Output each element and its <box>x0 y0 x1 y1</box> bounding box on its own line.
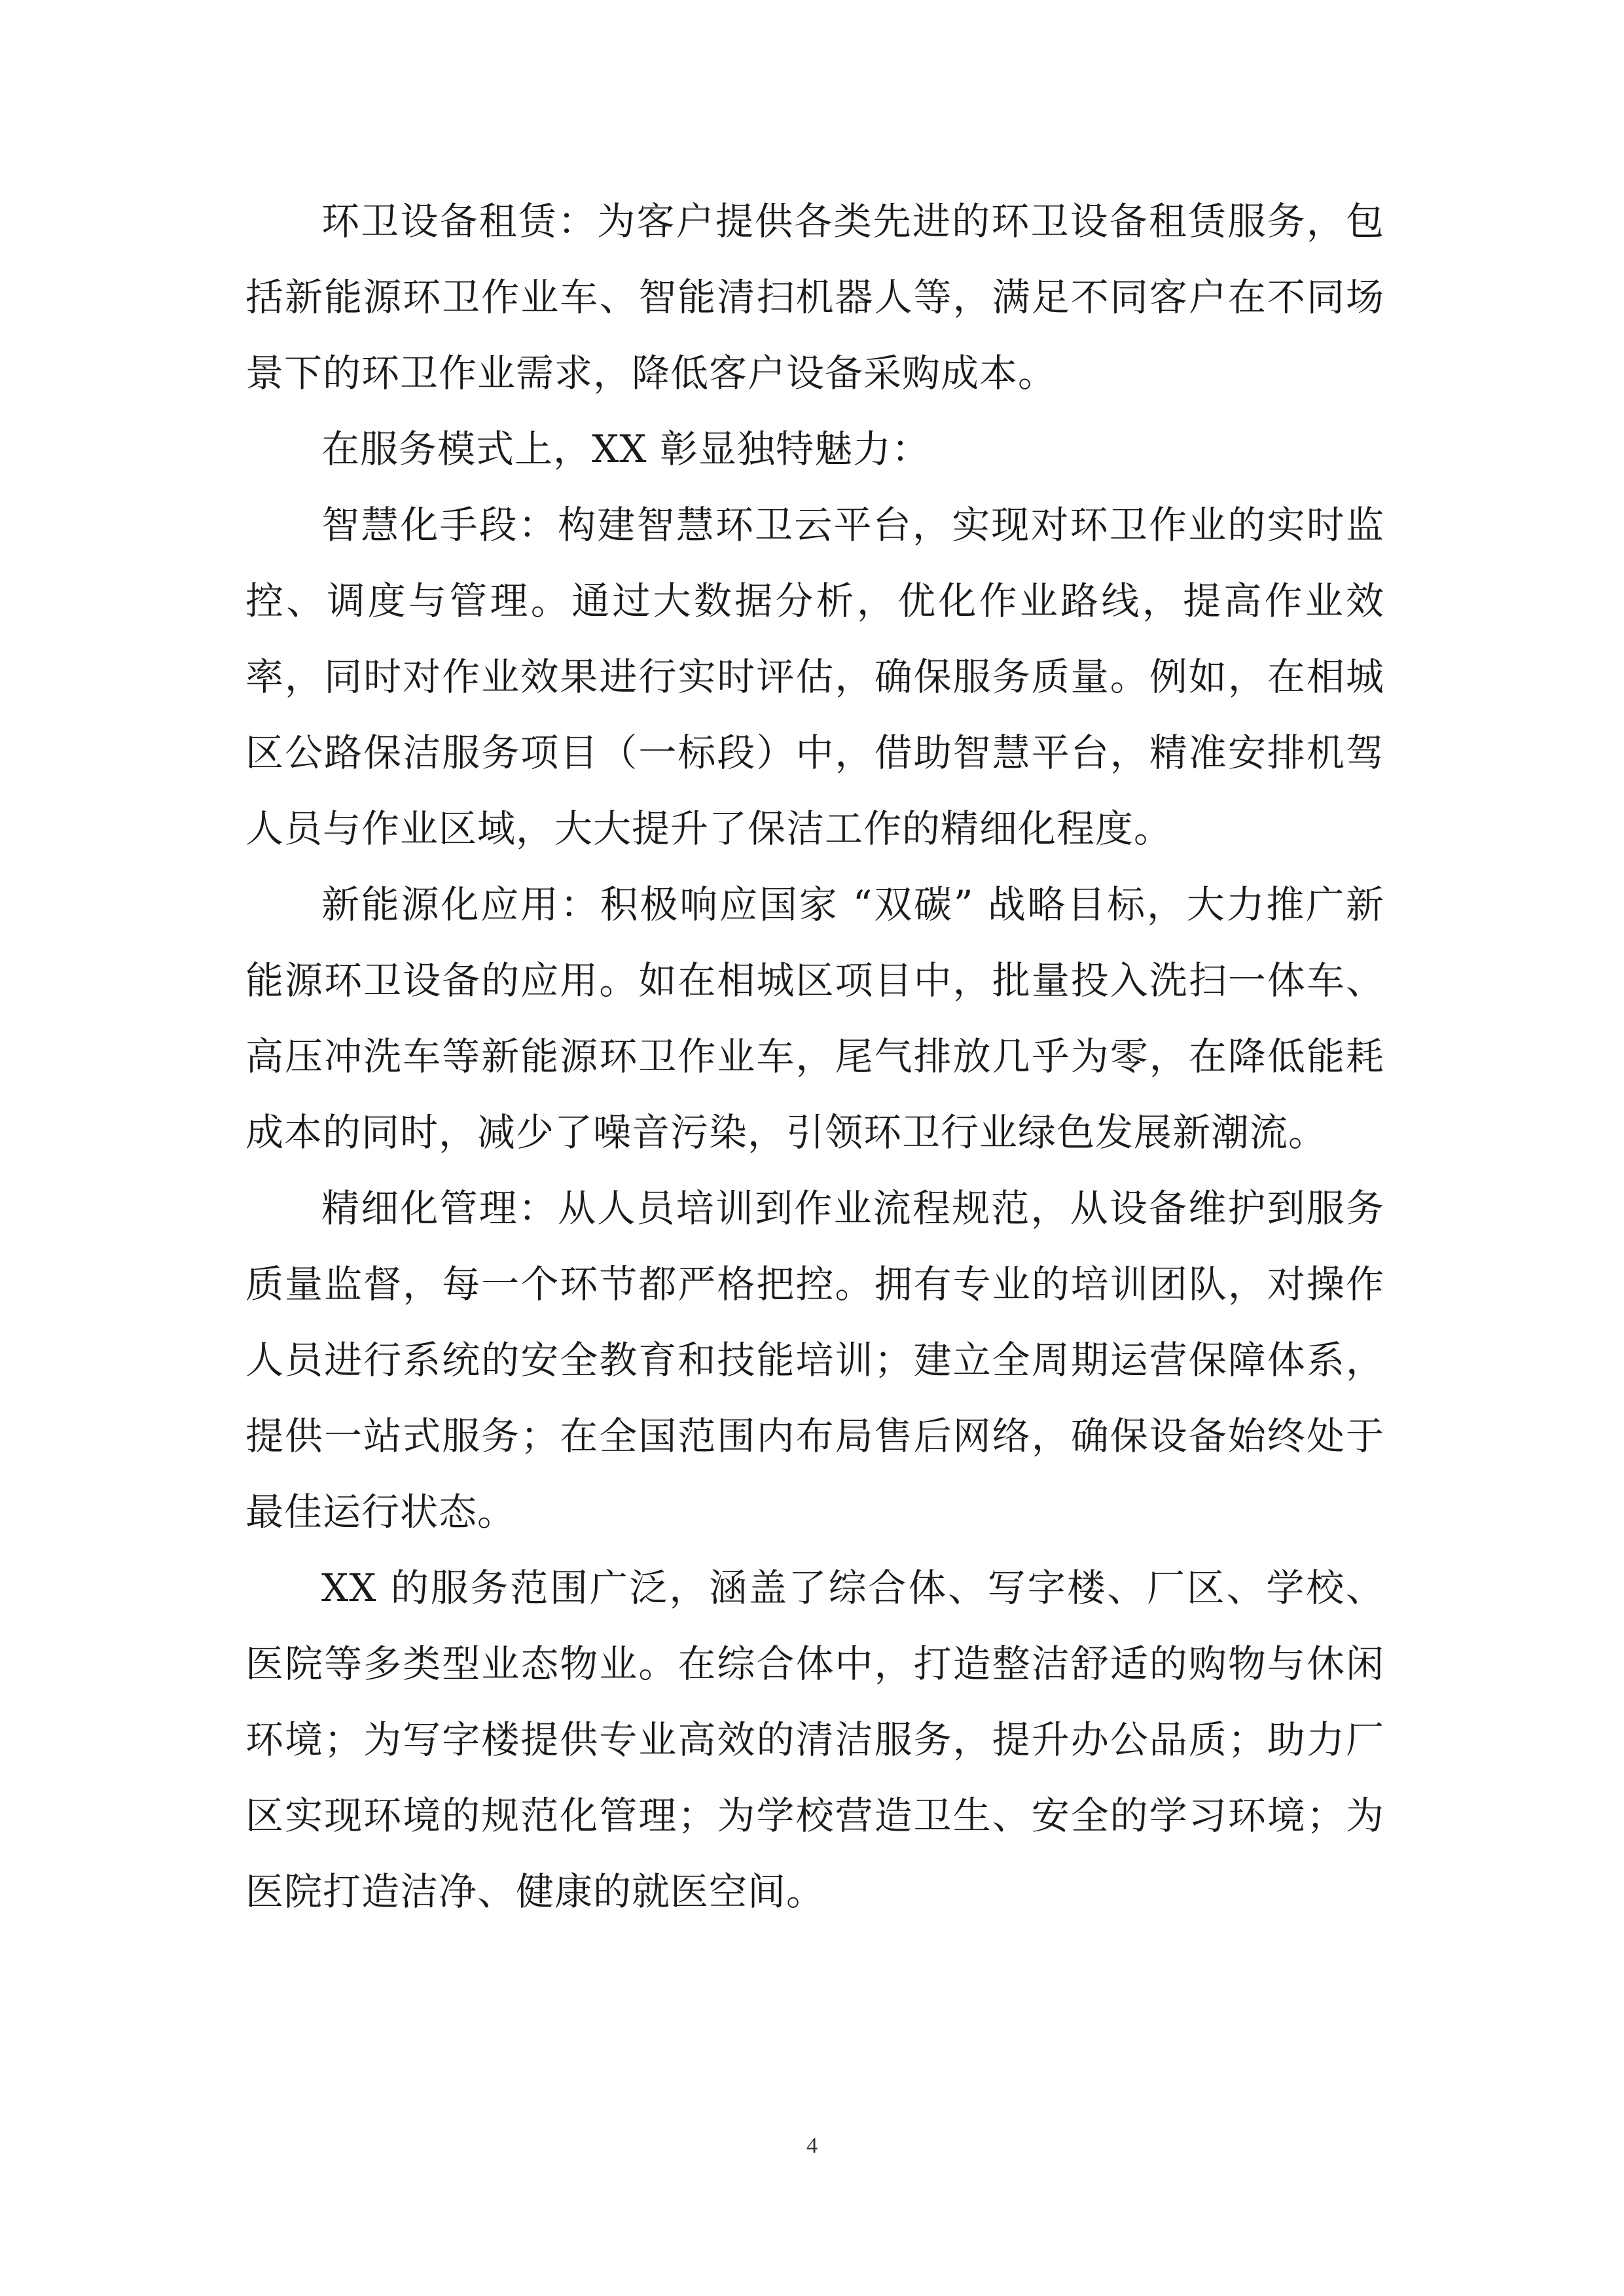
paragraph-equipment-leasing: 环卫设备租赁：为客户提供各类先进的环卫设备租赁服务，包括新能源环卫作业车、智能清扫机器人等，满足不同客户在不同场景下的环卫作业需求，降低客户设备采购成本。 <box>245 199 1384 395</box>
paragraph-service-scope: XX 的服务范围广泛，涵盖了综合体、写字楼、厂区、学校、医院等多类型业态物业。在综合体中，打造整洁舒适的购物与休闲环境；为写字楼提供专业高效的清洁服务，提升办公品质；助力厂区实现环境的规范化管理；为学校营造卫生、安全的学习环境；为医院打造洁净、健康的就医空间。 <box>245 1566 1384 1914</box>
paragraph-refined-management: 精细化管理：从人员培训到作业流程规范，从设备维护到服务质量监督，每一个环节都严格把控。拥有专业的培训团队，对操作人员进行系统的安全教育和技能培训；建立全周期运营保障体系，提供一站式服务；在全国范围内布局售后网络，确保设备始终处于最佳运行状态。 <box>245 1186 1384 1534</box>
paragraph-new-energy: 新能源化应用：积极响应国家 “双碳” 战略目标，大力推广新能源环卫设备的应用。如在相城区项目中，批量投入洗扫一体车、高压冲洗车等新能源环卫作业车，尾气排放几乎为零，在降低能耗成本的同时，减少了噪音污染，引领环卫行业绿色发展新潮流。 <box>245 882 1384 1155</box>
document-body <box>245 183 1384 1929</box>
paragraph-service-mode-intro: 在服务模式上，XX 彰显独特魅力： <box>321 427 931 471</box>
paragraph-smart-means: 智慧化手段：构建智慧环卫云平台，实现对环卫作业的实时监控、调度与管理。通过大数据分析，优化作业路线，提高作业效率，同时对作业效果进行实时评估，确保服务质量。例如，在相城区公路保洁服务项目（一标段）中，借助智慧平台，精准安排机驾人员与作业区域，大大提升了保洁工作的精细化程度。 <box>245 503 1384 851</box>
page-number: 4 <box>806 2134 818 2158</box>
